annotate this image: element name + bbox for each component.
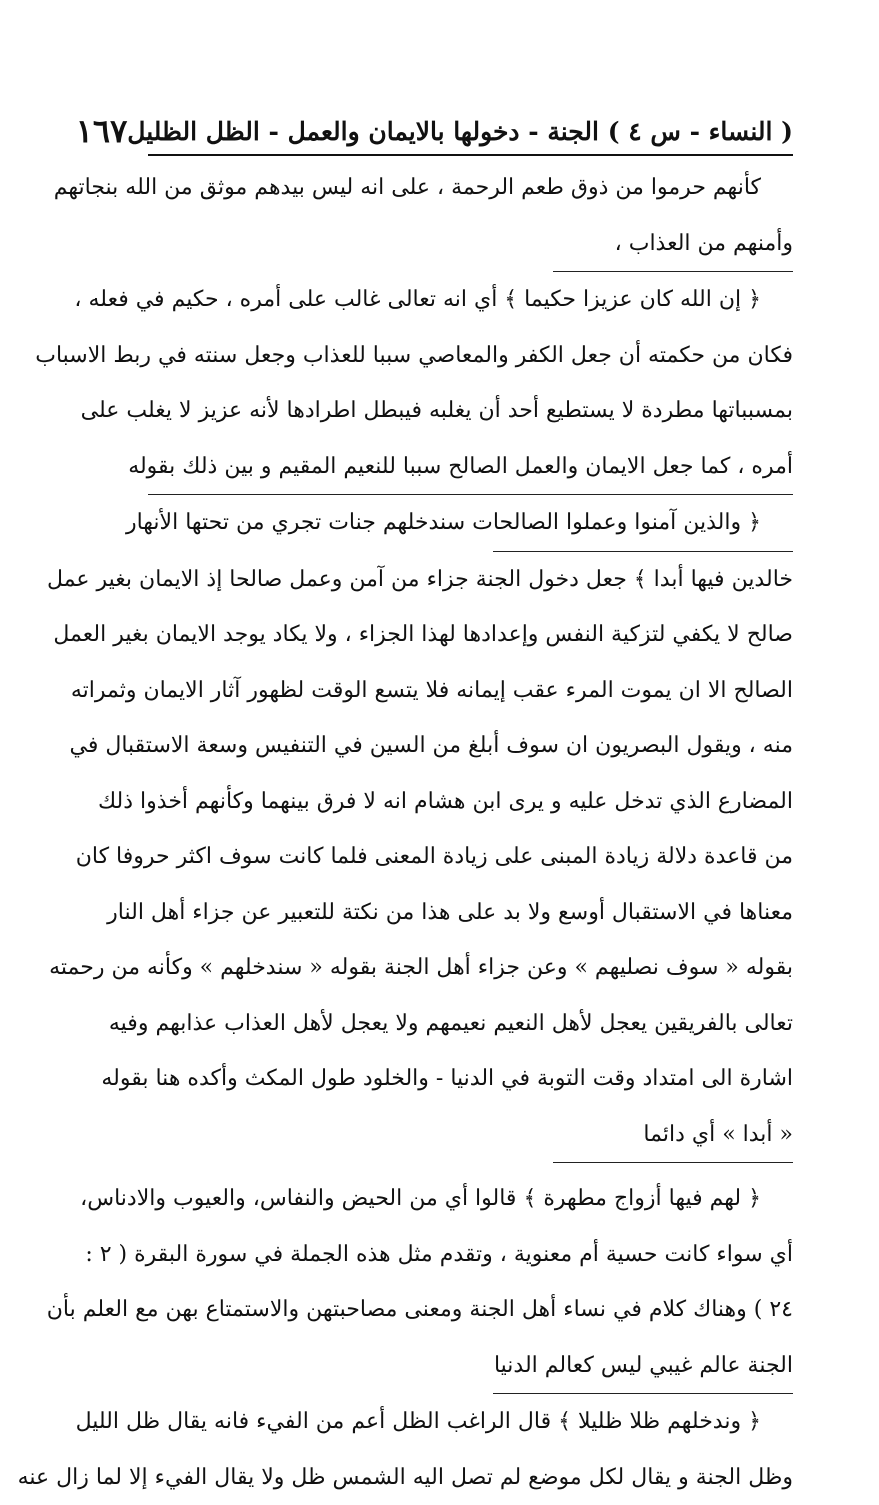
text-line: صالح لا يكفي لتزكية النفس وإعدادها لهذا الجزاء ، ولا يكاد يوجد الايمان بغير العمل [148, 607, 793, 663]
page-header [148, 108, 793, 156]
verse-line: ﴿ لهم فيها أزواج مطهرة ﴾ قالوا أي من الحيض والنفاس، والعيوب والادناس، [148, 1171, 793, 1227]
text-line: أي سواء كانت حسية أم معنوية ، وتقدم مثل هذه الجملة في سورة البقرة ( ٢ : [148, 1227, 793, 1283]
verse-line: ﴿ إن الله كان عزيزا حكيما ﴾ أي انه تعالى غالب على أمره ، حكيم في فعله ، [148, 272, 793, 328]
text-line: الجنة عالم غيبي ليس كعالم الدنيا [148, 1338, 793, 1394]
text-line: معناها في الاستقبال أوسع ولا بد على هذا من نكتة للتعبير عن جزاء أهل النار [148, 885, 793, 941]
text-line: « أبدا » أي دائما [148, 1107, 793, 1163]
page-number: ١٦٧ [76, 112, 128, 150]
text-line: أمره ، كما جعل الايمان والعمل الصالح سببا للنعيم المقيم و بين ذلك بقوله [148, 439, 793, 495]
text-line: منه ، ويقول البصريون ان سوف أبلغ من السين في التنفيس وسعة الاستقبال في [148, 718, 793, 774]
text-line: اشارة الى امتداد وقت التوبة في الدنيا - والخلود طول المكث وأكده هنا بقوله [148, 1051, 793, 1107]
text-line: الصالح الا ان يموت المرء عقب إيمانه فلا يتسع الوقت لظهور آثار الايمان وثمراته [148, 663, 793, 719]
verse-line: ﴿ والذين آمنوا وعملوا الصالحات سندخلهم جنات تجري من تحتها الأنهار [148, 495, 793, 551]
text-line: فكان من حكمته أن جعل الكفر والمعاصي سببا للعذاب وجعل سنته في ربط الاسباب [148, 328, 793, 384]
verse-line: ﴿ وندخلهم ظلا ظليلا ﴾ قال الراغب الظل أعم من الفيء فانه يقال ظل الليل [148, 1394, 793, 1450]
section-divider [553, 1162, 793, 1163]
text-line: بقوله « سوف نصليهم » وعن جزاء أهل الجنة بقوله « سندخلهم » وكأنه من رحمته [148, 940, 793, 996]
text-line: خالدين فيها أبدا ﴾ جعل دخول الجنة جزاء من آمن وعمل صالحا إذ الايمان بغير عمل [148, 552, 793, 608]
text-line: وأمنهم من العذاب ، [148, 216, 793, 272]
text-line: ٢٤ ) وهناك كلام في نساء أهل الجنة ومعنى مصاحبتهن والاستمتاع بهن مع العلم بأن [148, 1282, 793, 1338]
text-line: تعالى بالفريقين يعجل لأهل النعيم نعيمهم ولا يعجل لأهل العذاب عذابهم وفيه [148, 996, 793, 1052]
page-body [148, 160, 793, 1505]
text-line: من قاعدة دلالة زيادة المبنى على زيادة المعنى فلما كانت سوف اكثر حروفا كان [148, 829, 793, 885]
text-line: المضارع الذي تدخل عليه و يرى ابن هشام انه لا فرق بينهما وكأنهم أخذوا ذلك [148, 774, 793, 830]
running-title: ( النساء - س ٤ ) الجنة - دخولها بالايمان والعمل - الظل الظليل [127, 117, 793, 146]
text-line: كأنهم حرموا من ذوق طعم الرحمة ، على انه ليس بيدهم موثق من الله بنجاتهم [148, 160, 793, 216]
text-line: بمسبباتها مطردة لا يستطيع أحد أن يغلبه فيبطل اطرادها لأنه عزيز لا يغلب على [148, 383, 793, 439]
text-line: وظل الجنة و يقال لكل موضع لم تصل اليه الشمس ظل ولا يقال الفيء إلا لما زال عنه [148, 1450, 793, 1505]
